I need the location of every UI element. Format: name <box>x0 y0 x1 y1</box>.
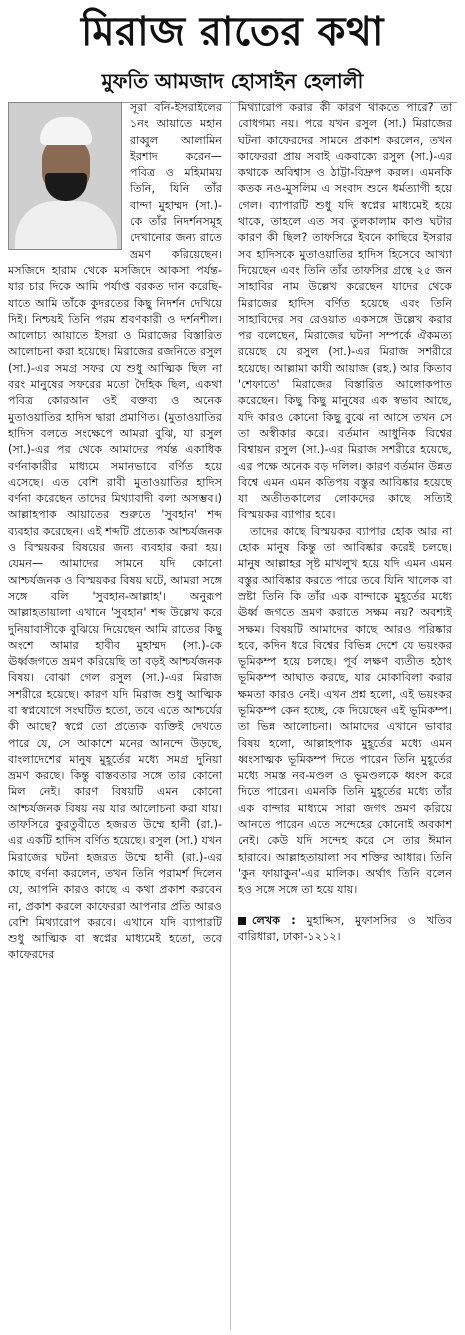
author-note <box>238 913 452 946</box>
photo-cap-shape <box>40 117 92 145</box>
column-divider <box>230 100 231 1330</box>
left-column <box>8 100 222 1330</box>
author-note-label: লেখক : <box>252 913 296 927</box>
byline: মুফতি আমজাদ হোসাইন হেলালী <box>8 66 457 103</box>
author-note-text: মুহাদ্দিস, মুফাসসির ও খতিব বারিধারা, ঢাকা-১২১২। <box>238 913 452 943</box>
headline: মিরাজ রাতের কথা <box>80 9 385 55</box>
left-paragraph: সূরা বনি-ইসরাইলের ১নং আয়াতে মহান রাব্বুল আলামিন ইরশাদ করেন— পবিত্র ও মহিমাময় তিনি, যিনি তাঁর বান্দা মুহাম্মদ (সা.)-কে তাঁর নিদর্শনসমূহ দেখানোর জন্য রাতে ভ্রমণ করিয়েছেন। মসজিদে হারাম থেকে মসজিদে আকসা পর্যন্ত- যার চার দিকে আমি পর্যাপ্ত বরকত দান করেছি-যাতে আমি তাঁকে কুদরতের কিছু নিদর্শন দেখিয়ে দিই। নিশ্চয়ই তিনি পরম শ্রবণকারী ও দর্শনশীল। আলোচ্য আয়াতে ইসরা ও মিরাজের বিস্তারিত আলোচনা করা হয়েছে। মিরাজের রজনিতে রসুল (সা.)-এর সমগ্র সফর যে শুধু আত্মিক ছিল না বরং মানুষের সফরের মতো দৈহিক ছিল, একথা পবিত্র কোরআন ওই বক্তব্য ও অনেক মুতাওয়াতির হাদিস দ্বারা প্রমাণিত। (মুতাওয়াতির হাদিস বলতে সংক্ষেপে আমরা বুঝি, যা রসুল (সা.)-এর পর থেকে আমাদের পর্যন্ত একাধিক বর্ণনাকারীর মাধ্যমে সমানভাবে বর্ণিত হয়ে এসেছে। এত বেশি রাবী মুতাওয়াতির হাদিস বর্ণনা করেছেন তাদের মিথ্যাবাদী বলা অসম্ভব।) আল্লাহপাক আয়াতের শুরুতে 'সুবহান' শব্দ ব্যবহার করেছেন। এই শব্দটি প্রত্যেক আশ্চর্যজনক ও বিস্ময়কর বিষয়ের জন্য ব্যবহার করা হয়। যেমন— আমাদের সামনে যদি কোনো আশ্চর্যজনক ও বিস্ময়কর বিষয় ঘটে, আমরা সঙ্গে সঙ্গে বলি 'সুবহান-আল্লাহ'। অনুরূপ আল্লাহতায়ালা এখানে 'সুবহান' শব্দ উল্লেখ করে দুনিয়াবাসীকে বুঝিয়ে দিয়েছেন আমি রাতের কিছু অংশে আমার হাবীব মুহাম্মদ (সা.)-কে ঊর্ধ্বজগতে ভ্রমণ করিয়েছি তা বড়ই আশ্চর্যজনক বিষয়। বোঝা গেল রসুল (সা.)-এর মিরাজ সশরীরে হয়েছে। কারণ যদি মিরাজ শুধু আত্মিক বা স্বপ্নযোগে সংঘটিত হতো, তবে এতে আশ্চর্যের কী আছে? স্বপ্নে তো প্রত্যেক ব্যক্তিই দেখতে পারে যে, সে আকাশে মনের আনন্দে উড়ছে, বাংলাদেশের মানুষ মুহূর্তের মধ্যে সমগ্র দুনিয়া ভ্রমণ করছে। কিন্তু বাস্তবতার সঙ্গে তার কোনো মিল নেই। কারণ বিষয়টি এমন কোনো আশ্চর্যজনক বিষয় নয় যার আলোচনা করা যায়। তাফসিরে কুরতুবীতে হজরত উম্মে হানী (রা.)-এর একটি হাদিস বর্ণিত হয়েছে। রসুল (সা.) যখন মিরাজের ঘটনা হজরত উম্মে হানী (রা.)-এর কাছে বর্ণনা করলেন, তখন তিনি পরামর্শ দিলেন যে, আপনি কারও কাছে এ কথা প্রকাশ করবেন না, প্রকাশ করলে কাফেররা আপনার প্রতি আরও বেশি মিথ্যারোপ করবে। এখানে যদি ব্যাপারটি শুধু আত্মিক বা স্বপ্নের মাধ্যমেই হতো, তবে কাফেরদের <box>8 101 222 962</box>
right-paragraph-1: মিথ্যারোপ করার কী কারণ থাকতে পারে? তা বোধগম্য নয়। পরে যখন রসুল (সা.) মিরাজের ঘটনা কাফেরদের সামনে প্রকাশ করলেন, তখন কাফেররা প্রায় সবাই একবাক্যে রসুল (সা.)-এর কথাকে অবিশ্বাস ও ঠাট্টা-বিদ্রুপ করল। এমনকি কতক নও-মুসলিম এ সংবাদ শুনে ধর্মত্যাগী হয়ে গেল। ব্যাপারটি শুধু যদি স্বপ্নের মাধ্যমেই হয়ে থাকে, তাহলে এত সব তুলকালাম কাণ্ড ঘটার কারণ কী ছিল? তাফসিরে ইবনে কাছিরে ইসরার সব হাদিসকে মুতাওয়াতির হাদিস হিসেবে আখ্যা দিয়েছেন এবং তিনি তাঁর তাফসির গ্রন্থে ২৫ জন সাহাবির নাম উল্লেখ করেছেন যাদের থেকে মিরাজের হাদিস বর্ণিত হয়েছে এবং তিনি সাহাবিদের সব রেওয়াত একসঙ্গে উল্লেখ করার পর বলেছেন, মিরাজের ঘটনা সম্পর্কে ঐকমত্য রয়েছে যে রসুল (সা.)-এর মিরাজ সশরীরে হয়েছে। আল্লামা কাযী আয়াজ (রহ.) আর কিতাব 'শেফাতে' মিরাজের বিস্তারিত আলোকপাত করেছেন। কিছু কিছু মানুষের এক স্বভাব আছে, যদি কারও কোনো কিছু বুঝে না আসে তখন সে তা অস্বীকার করে। বর্তমান আধুনিক বিশ্বের বিশ্বায়ন রসুল (সা.)-এর মিরাজ সশরীরে হয়েছে, এর পক্ষে অনেক বড় দলিল। কারণ বর্তমান উন্নত বিশ্বে এমন এমন কতিপয় বস্তুর আবিষ্কার হয়েছে যা অতীতকালের লোকদের কাছে সত্যিই বিস্ময়কর ব্যাপার হবে। <box>238 101 452 522</box>
square-bullet-icon <box>238 917 246 925</box>
right-column <box>238 100 452 1330</box>
photo-body-shape <box>15 201 117 250</box>
article-body <box>8 100 457 1330</box>
author-photo <box>8 102 122 250</box>
right-paragraph-2: তাদের কাছে বিস্ময়কর ব্যাপার হোক আর না হোক মানুষ কিন্তু তা আবিষ্কার করেই চলছে। মানুষ আল্লাহর সৃষ্ট মাখলুখ হয়ে যদি এমন এমন বস্তুর আবিষ্কার করতে পারে তবে যিনি খালেক বা স্রষ্টা তিনি কি তাঁর এক বান্দাকে মুহূর্তের মধ্যে ঊর্ধ্ব জগতে ভ্রমণ করাতে সক্ষম নয়? অবশ্যই সক্ষম। বিষয়টি আমাদের কাছে আরও পরিষ্কার হবে, কদিন ধরে বিশ্বের বিভিন্ন দেশে যে ভয়ংকর ভূমিকম্প হয়ে চলছে। পূর্ব লক্ষণ ব্যতীত হঠাৎ ভূমিকম্প আঘাত করছে, যার মোকাবিলা করার ক্ষমতা কারও নেই। এখন প্রশ্ন হলো, এই ভয়ংকর ভূমিকম্প কেন হচ্ছে, কে দিয়েছেন এই ভূমিকম্প। তা ভিন্ন আলোচনা। আমাদের এখানে ভাবার বিষয় হলো, আল্লাহপাক মুহূর্তের মধ্যে এমন ধ্বংসাত্মক ভূমিকম্প দিতে পারেন তিনি মুহূর্তের মধ্যে সমস্ত নব-মণ্ডল ও ভূমণ্ডলকে ধ্বংস করে দিতে পারেন। এমনকি তিনি মুহূর্তের মধ্যে তাঁর এক বান্দার মাধ্যমে সারা জগৎ ভ্রমণ করিয়ে আনতে পারেন এতে সন্দেহের কোনোই অবকাশ নেই। কেউ যদি সন্দেহ করে সে তার ঈমান হারাবে। আল্লাহতায়ালা সব শক্তির আধার। তিনি 'কুন ফায়াকুন'-এর মালিক। অর্থাৎ তিনি বলেন হও সঙ্গে সঙ্গে তা হয়ে যায়। <box>238 524 452 897</box>
photo-beard-shape <box>45 173 87 201</box>
